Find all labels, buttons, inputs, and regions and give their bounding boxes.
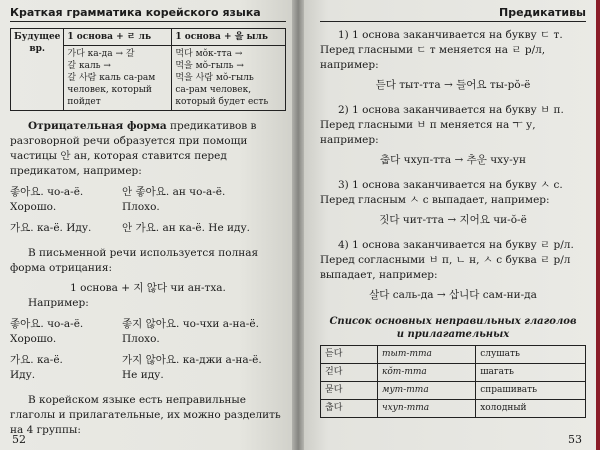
- example-ru: Не иду.: [122, 369, 164, 381]
- irregular-verbs-table: [320, 345, 586, 418]
- negation-text: предикативов в разговорной речи образуется при помощи частицы 안 ан, которая ставится перед предикатом, например:: [10, 120, 257, 177]
- table-row-label: Будущее вр.: [11, 29, 64, 111]
- verb-translation: спрашивать: [476, 382, 586, 400]
- example-row: [10, 185, 286, 215]
- table-line: пойдет: [67, 97, 101, 107]
- verb-korean: 춥다: [321, 400, 378, 418]
- rule-3-text: 3) 1 основа заканчивается на букву ㅅ с. Перед гласным ㅅ с выпадает, например:: [320, 179, 563, 206]
- example-ko: 가지 않아요. ка-джи а-на-ё.: [122, 354, 262, 366]
- verb-korean: 듣다: [321, 346, 378, 364]
- rule-4-example: 살다 саль-да → 삽니다 сам-ни-да: [369, 289, 537, 301]
- example-ko: 가요. ка-ё.: [10, 354, 63, 366]
- example-negative: [122, 317, 286, 347]
- table-line: 가다 ка-да → 갈: [67, 49, 135, 59]
- negation-formula: 1 основа + 지 않다 чи ан-тха.: [70, 282, 226, 294]
- example-ru: Хорошо.: [10, 333, 57, 345]
- example-ru: Иду.: [10, 369, 36, 381]
- example-negative-ko: 안 좋아요. ан чо-а-ё.: [122, 186, 226, 198]
- table-line: который будет есть: [175, 97, 269, 107]
- verb-transcription: кŏт-тта: [378, 364, 476, 382]
- verb-list-title-line1: Список основных неправильных глаголов: [329, 316, 577, 327]
- example-positive: [10, 353, 122, 383]
- table-row: [321, 364, 586, 382]
- table-row: [321, 346, 586, 364]
- right-page: [298, 0, 600, 450]
- running-head-left: Краткая грамматика корейского языка: [10, 6, 286, 22]
- verb-transcription: тыт-тта: [378, 346, 476, 364]
- rule-2-example: 춥다 чхуп-тта → 추운 чху-ун: [380, 154, 526, 166]
- table-col1-head: 1 основа + ㄹ ль: [64, 29, 172, 46]
- verb-korean: 묻다: [321, 382, 378, 400]
- example-ko: 좋아요. чо-а-ё.: [10, 318, 84, 330]
- verb-translation: холодный: [476, 400, 586, 418]
- example-ru: Плохо.: [122, 333, 160, 345]
- table-line: 갈 каль →: [67, 61, 111, 71]
- irregular-intro-paragraph: В корейском языке есть неправильные глаголы и прилагательные, их можно разделить на 4 группы:: [10, 394, 281, 436]
- example-negative: 안 가요. ан ка-ё. Не иду.: [122, 222, 250, 234]
- page-number-right: 53: [568, 433, 582, 446]
- rule-2-text: 2) 1 основа заканчивается на букву ㅂ п. Перед гласными ㅂ п меняется на ㅜ у, например:: [320, 104, 564, 146]
- example-ko: 좋지 않아요. чо-чхи а-на-ё.: [122, 318, 259, 330]
- verb-transcription: чхуп-тта: [378, 400, 476, 418]
- rule-4-text: 4) 1 основа заканчивается на букву ㄹ р/л. Перед согласными ㅂ п, ㄴ н, ㅅ с буква ㄹ р/л выпадает, например:: [320, 239, 574, 281]
- example-negative: [122, 353, 286, 383]
- table-col1-body: [64, 46, 172, 111]
- example-positive: 가요. ка-ё. Иду.: [10, 222, 92, 234]
- table-line: человек, который: [67, 85, 152, 95]
- written-negation-paragraph: В письменной речи используется полная форма отрицания:: [10, 247, 259, 274]
- book-cover-edge: [596, 0, 600, 450]
- rule-3-example: 짓다 чит-тта → 지어요 чи-ŏ-ё: [379, 214, 527, 226]
- table-col2-body: [172, 46, 286, 111]
- table-line: са-рам человек,: [175, 85, 252, 95]
- rule-1-text: 1) 1 основа заканчивается на букву ㄷ т. Перед гласными ㄷ т меняется на ㄹ р/л, например:: [320, 29, 563, 71]
- negation-paragraph: [10, 119, 286, 179]
- verb-korean: 걷다: [321, 364, 378, 382]
- future-tense-table: [10, 28, 286, 111]
- table-line: 먹을 사람 мŏ-гыль: [175, 73, 254, 83]
- verb-translation: слушать: [476, 346, 586, 364]
- verb-translation: шагать: [476, 364, 586, 382]
- example-row: [10, 221, 286, 236]
- table-row: [321, 382, 586, 400]
- example-positive: 좋아요. чо-а-ё. Хорошо.: [10, 186, 84, 213]
- table-line: 갈 사람 каль са-рам: [67, 73, 156, 83]
- rule-1-example: 듣다 тыт-тта → 들어요 ты-рŏ-ё: [375, 79, 531, 91]
- left-page: [0, 0, 298, 450]
- negation-term: Отрицательная форма: [28, 120, 167, 132]
- example-negative: [122, 185, 286, 215]
- example-row: [10, 317, 286, 347]
- example-label: Например:: [28, 297, 89, 309]
- verb-list-title: [320, 315, 586, 341]
- example-negative-ru: Плохо.: [122, 201, 160, 213]
- verb-transcription: мут-тта: [378, 382, 476, 400]
- table-line: 먹다 мŏк-тта →: [175, 49, 243, 59]
- table-row: [321, 400, 586, 418]
- example-positive: [10, 317, 122, 347]
- running-head-right: Предикативы: [320, 6, 586, 22]
- table-col2-head: 1 основа + 을 ыль: [172, 29, 286, 46]
- verb-list-title-line2: и прилагательных: [396, 329, 510, 340]
- page-number-left: 52: [12, 433, 26, 446]
- table-line: 먹을 мŏ-гыль →: [175, 61, 244, 71]
- example-row: [10, 353, 286, 383]
- book-spine-shadow: [292, 0, 304, 450]
